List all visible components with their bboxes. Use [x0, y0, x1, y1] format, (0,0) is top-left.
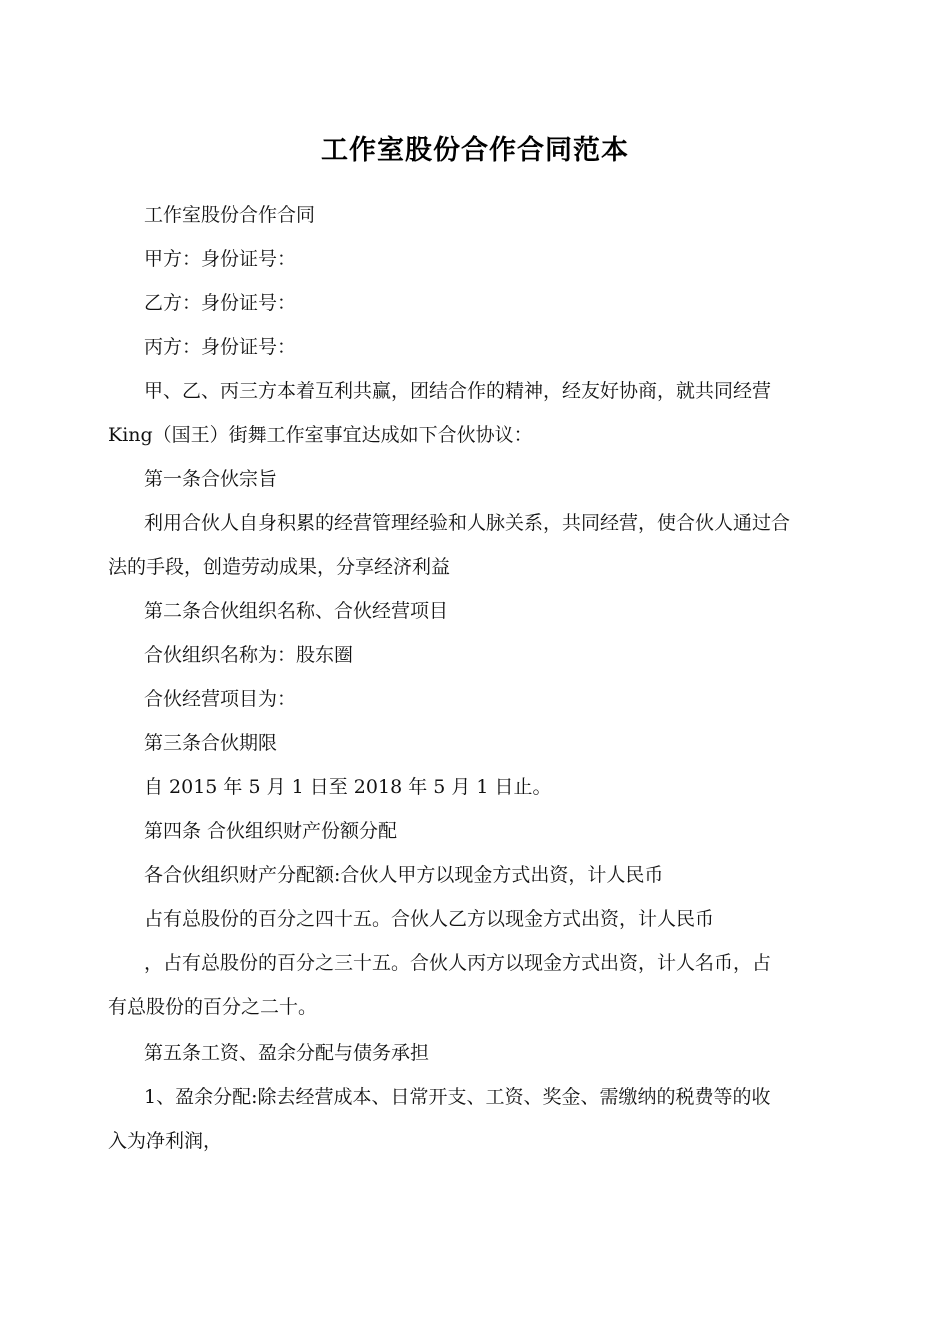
profit-distribution-line-2: 入为净利润，: [108, 1130, 223, 1152]
term-line: 自 2015 年 5 月 1 日至 2018 年 5 月 1 日止。: [144, 776, 552, 798]
share-allocation-line-2: 占有总股份的百分之四十五。合伙人乙方以现金方式出资，计人民币: [144, 908, 715, 930]
partnership-name-line: 合伙组织名称为：股东圈: [144, 644, 354, 666]
preamble-line-1: 甲、乙、丙三方本着互利共赢，团结合作的精神，经友好协商，就共同经营: [144, 380, 772, 402]
article-1-text-line-2: 法的手段，创造劳动成果，分享经济利益: [108, 556, 451, 578]
party-b-line: 乙方：身份证号：: [144, 292, 297, 314]
share-allocation-line-1: 各合伙组织财产分配额:合伙人甲方以现金方式出资，计人民币: [144, 864, 664, 886]
party-a-line: 甲方：身份证号：: [144, 248, 297, 270]
article-1-heading: 第一条合伙宗旨: [144, 468, 278, 490]
party-c-line: 丙方：身份证号：: [144, 336, 297, 358]
article-5-heading: 第五条工资、盈余分配与债务承担: [144, 1042, 430, 1064]
contract-heading: 工作室股份合作合同: [144, 204, 316, 226]
article-1-text-line-1: 利用合伙人自身积累的经营管理经验和人脉关系，共同经营，使合伙人通过合: [144, 512, 791, 534]
profit-distribution-line-1: 1、盈余分配:除去经营成本、日常开支、工资、奖金、需缴纳的税费等的收: [144, 1086, 771, 1108]
business-scope-line: 合伙经营项目为：: [144, 688, 297, 710]
article-4-heading: 第四条 合伙组织财产份额分配: [144, 820, 398, 842]
article-3-heading: 第三条合伙期限: [144, 732, 278, 754]
share-allocation-line-3: ，占有总股份的百分之三十五。合伙人丙方以现金方式出资，计人名币，占: [144, 952, 772, 974]
article-2-heading: 第二条合伙组织名称、合伙经营项目: [144, 600, 449, 622]
preamble-line-2: King（国王）街舞工作室事宜达成如下合伙协议：: [108, 424, 533, 446]
share-allocation-line-4: 有总股份的百分之二十。: [108, 996, 318, 1018]
document-title: 工作室股份合作合同范本: [321, 135, 629, 166]
